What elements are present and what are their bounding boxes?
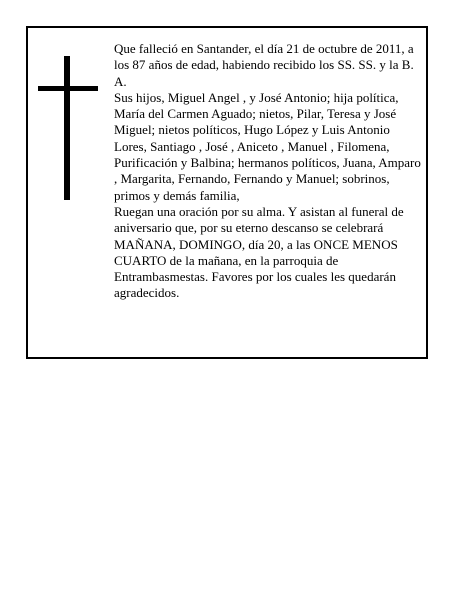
obituary-notice xyxy=(26,26,428,359)
notice-paragraph-funeral: Ruegan una oración por su alma. Y asistan al funeral de aniversario que, por su eterno descanso se celebrará MAÑANA, DOMINGO, día 20, a las ONCE MENOS CUARTO de la mañana, en la parroquia de Entrambasmestas. Favores por los cuales les quedarán agradecidos. xyxy=(114,203,404,301)
notice-text xyxy=(114,41,424,302)
cross-horizontal-bar xyxy=(38,86,98,91)
cross-icon xyxy=(38,56,98,200)
notice-paragraph-death: Que falleció en Santander, el día 21 de octubre de 2011, a los 87 años de edad, habiendo recibido los SS. SS. y la B. A. xyxy=(114,41,414,89)
notice-paragraph-family: Sus hijos, Miguel Angel , y José Antonio; hija política, María del Carmen Aguado; nietos, Pilar, Teresa y José Miguel; nietos políticos, Hugo López y Luis Antonio Lores, Santiago , José , Aniceto , Manuel , Filomena, Purificación y Balbina; hermanos políticos, Juana, Amparo , Margarita, Fernando, Fernando y Manuel; sobrinos, primos y demás familia, xyxy=(114,89,421,203)
cross-vertical-bar xyxy=(64,56,70,200)
